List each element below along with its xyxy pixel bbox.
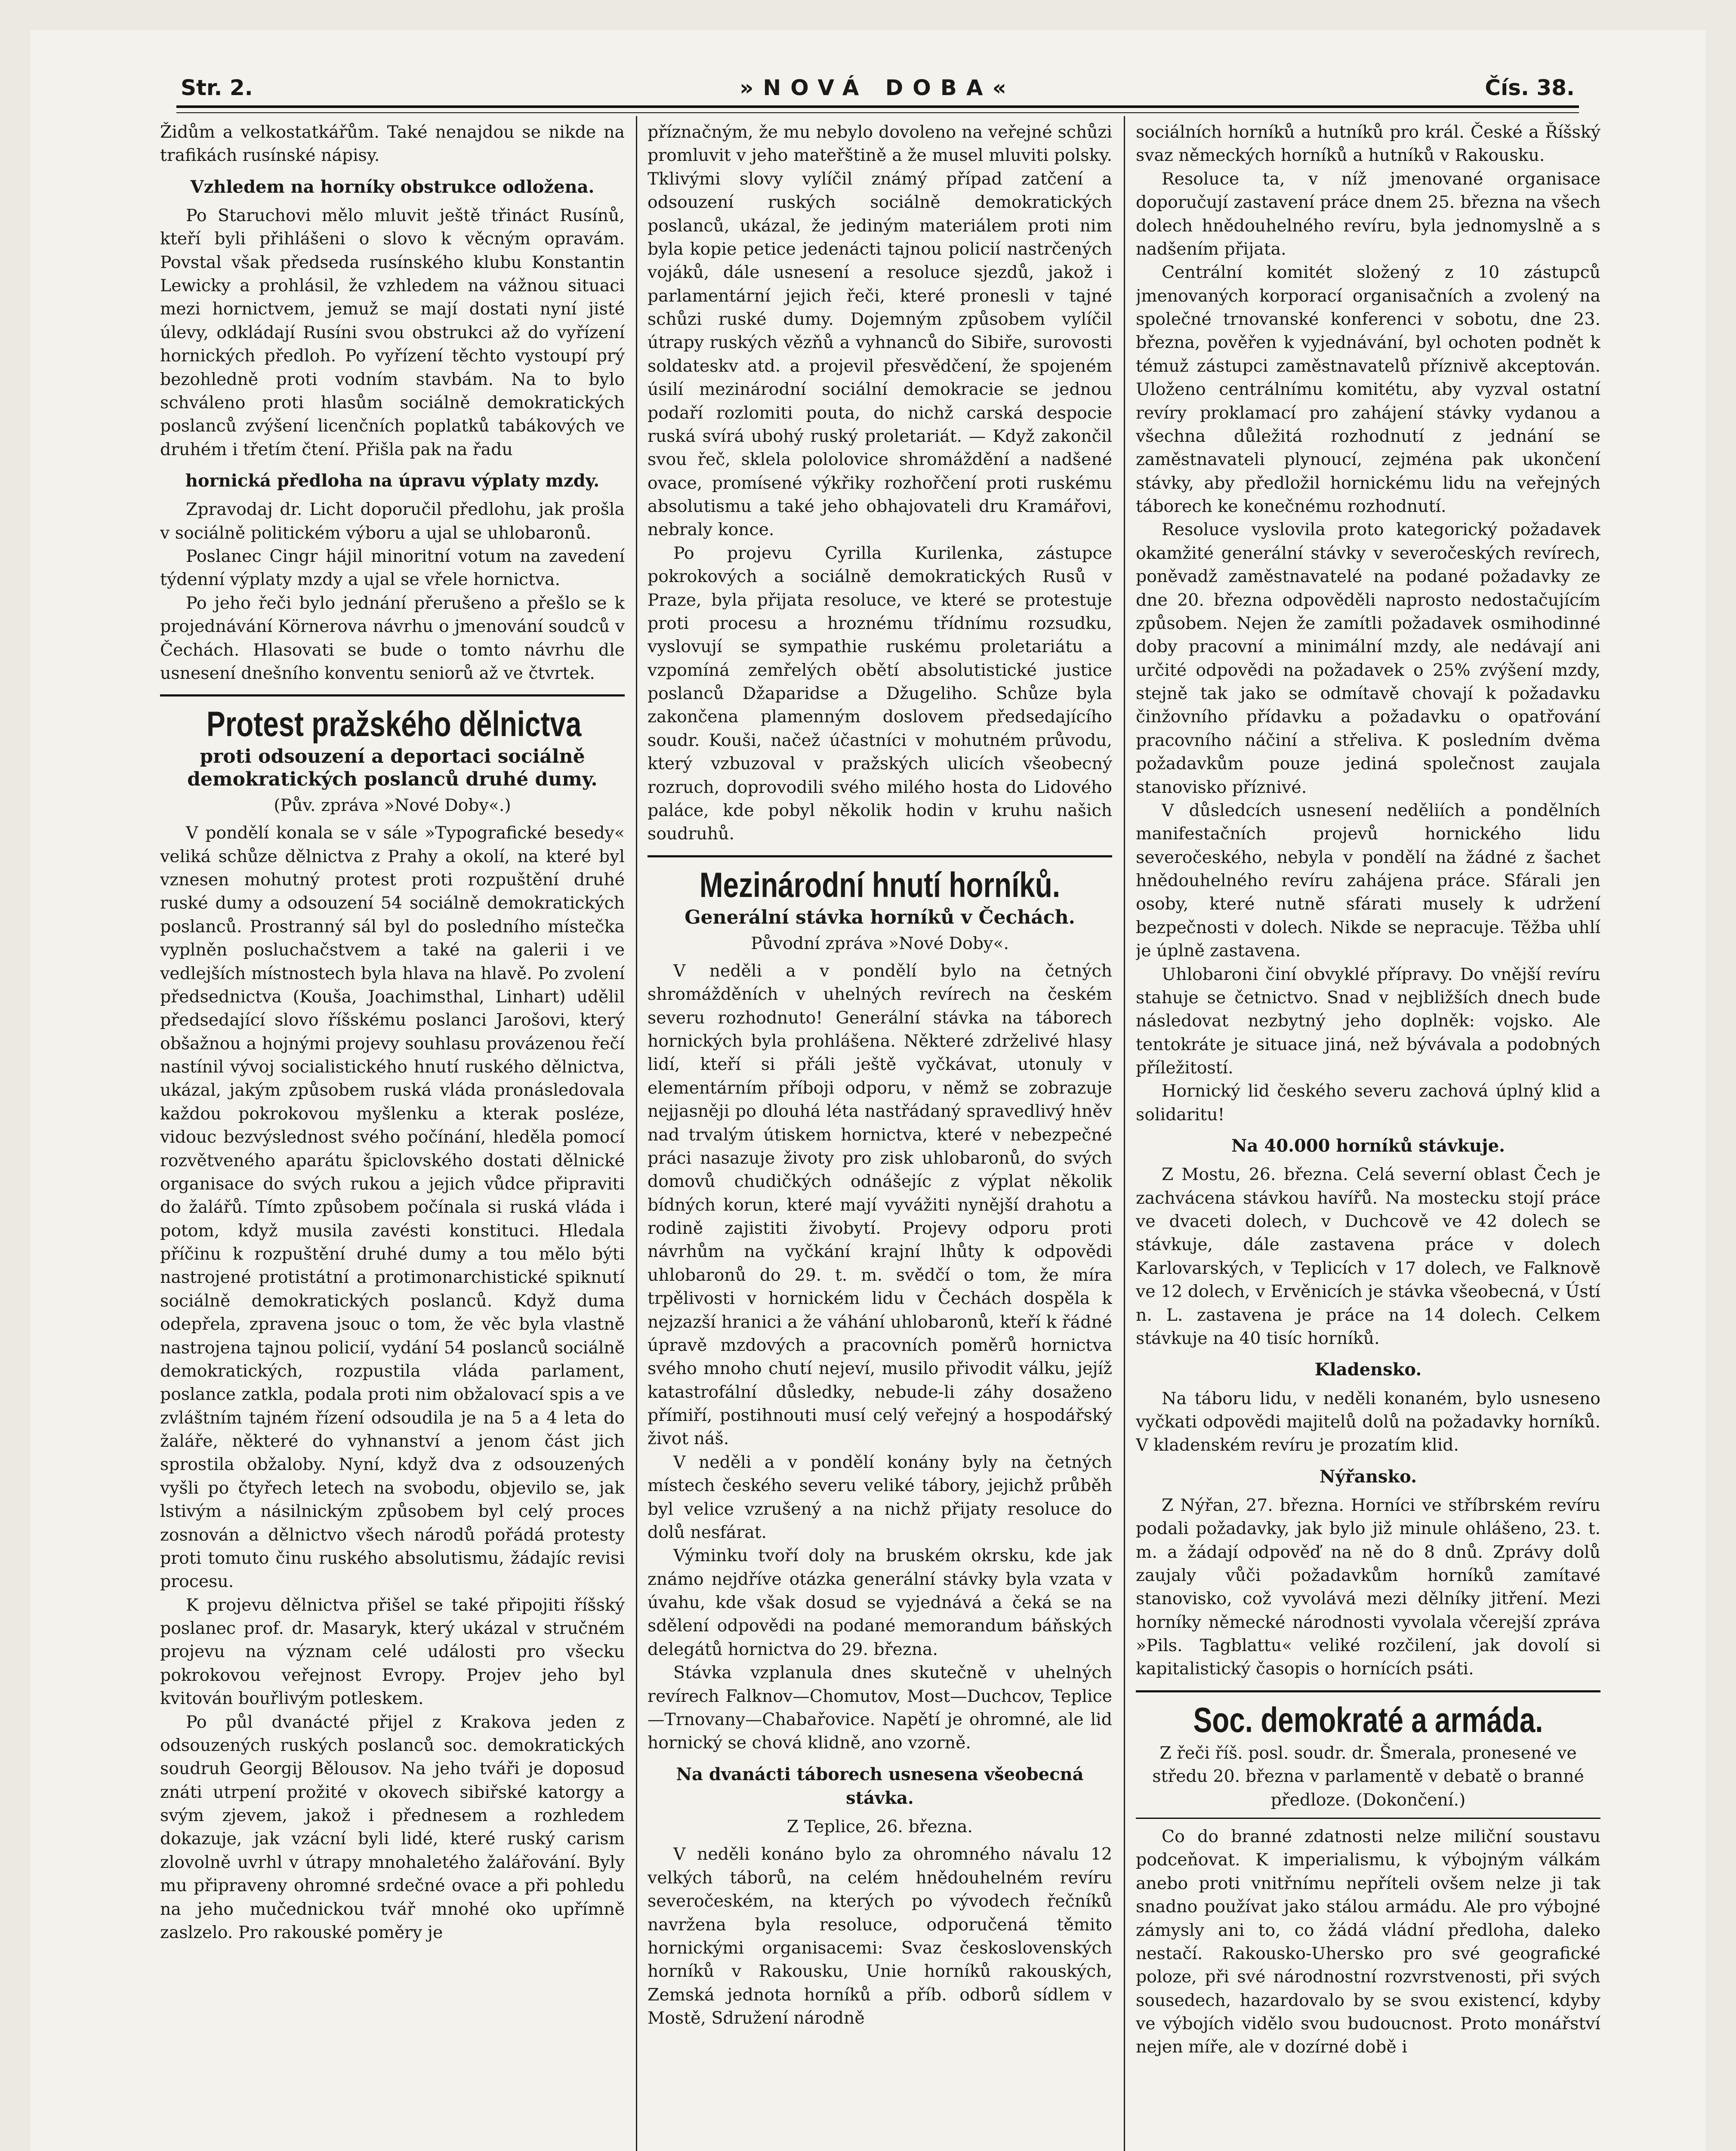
header-rule — [176, 105, 1579, 113]
article-credit: Původní zpráva »Nové Doby«. — [751, 933, 1009, 953]
paragraph: Resoluce vyslovila proto kategorický požadavek okamžité generální stávky v severočeských revírech, poněvadž zaměstnavatelé na podané požadavky ze dne 20. března odpověděli naprosto nedostačujícím způsobem. Nejen že zamítli požadavek osmihodinné doby pracovní a minimální mzdy, ale nedávají ani určité odpovědi na požadavek o 25% zvýšení mzdy, stejně tak jako se odmítavě chovají k požadavku činžovního přídavku a požadavku o opatřování pracovního náčiní a střeliva. K posledním dvěma požadavkům pouze jediná společnost zaujala stanovisko příznivé. — [1136, 520, 1600, 797]
article-divider — [648, 855, 1112, 857]
article-subtitle: proti odsouzení a deportaci sociálně demokratických poslanců druhé dumy. — [187, 746, 598, 791]
section-heading: Kladensko. — [1314, 1359, 1422, 1380]
paragraph: Centrální komitét složený z 10 zástupců jmenovaných korporací organisačních a zvolený na společné trnovanské konferenci v sobotu, dne 23. března, pověřen k vyjednávání, byl ochoten podnět k témuž zástupci zaměstnavatelů příznivě akceptován. Uloženo centrálnímu komitétu, aby vyzval ostatní revíry proklamací pro zahájení stávky vydanou a všechna důležitá rozhodnutí z jednání se zaměstnavateli plynoucí, zejména pak ukončení stávky, aby předložil hornickému lidu na veřejných táborech ke konečnému rozhodnutí. — [1136, 262, 1600, 516]
paragraph: Z Nýřan, 27. března. Horníci ve stříbrském revíru podali požadavky, jak bylo již minule ohlášeno, 23. t. m. a žádají odpověď na ně do 8 dnů. Zprávy dolů zaujaly vůči požadavkům horníků zamítavé stanovisko, což vyvolává mezi dělníky jitření. Mezi horníky německé národnosti vyvolala včerejší zpráva »Pils. Tagblattu« veliké rozčilení, jak dovolí si kapitalistický časopis o hornících psáti. — [1136, 1495, 1600, 1679]
section-heading: Na dvanácti táborech usnesena všeobecná stávka. — [676, 1764, 1084, 1808]
section-heading: Vzhledem na horníky obstrukce odložena. — [190, 176, 595, 197]
paragraph: Výminku tvoří doly na bruském okrsku, kde jak známo nejdříve otázka generální stávky byla vzata v úvahu, kde však dosud se vyjednává a čeká se na sdělení odpovědi na podané memorandum báňských delegátů hornictva do 29. března. — [648, 1546, 1112, 1659]
paragraph: sociálních horníků a hutníků pro král. České a Říšský svaz německých horníků a hutníků v Rakousku. — [1136, 122, 1600, 166]
article-headline: Protest pražského dělnictva — [207, 705, 582, 744]
paragraph: Zpravodaj dr. Licht doporučil předlohu, jak prošla v sociálně politickém výboru a ujal se uhlobaronů. — [160, 499, 625, 543]
paragraph: V neděli a v pondělí konány byly na četných místech českého severu veliké tábory, jejichž průběh byl velice vzrušený a na nichž přijaty resoluce do dolů nesfárat. — [648, 1452, 1112, 1542]
column-2 — [648, 120, 1112, 2151]
paragraph: Hornický lid českého severu zachová úplný klid a solidaritu! — [1136, 1081, 1600, 1125]
paragraph: Po jeho řeči bylo jednání přerušeno a přešlo se k projednávání Körnerova návrhu o jmenování soudců v Čechách. Hlasovati se bude o tomto návrhu dle usnesení dnešního konventu seniorů až ve čtvrtek. — [160, 593, 625, 683]
dateline: Z Teplice, 26. března. — [787, 1817, 973, 1837]
paragraph: Po půl dvanácté přijel z Krakova jeden z odsouzených ruských poslanců soc. demokratických soudruh Georgij Bělousov. Na jeho tváři je doposud znáti utrpení prožité v okovech sibiřské katorgy a svým zjevem, jakož i přednesem a rozhledem dokazuje, jak vzácní byli lidé, které ruský carism zlovolně uvrhl v útrapy mnohaletého žalářování. Byly mu připraveny ohromné srdečné ovace a při pohledu na jeho mučednickou tvář mnohé oko upřímně zaslzelo. Pro rakouské poměry je — [160, 1712, 625, 1942]
article-subtitle: Generální stávka horníků v Čechách. — [685, 906, 1075, 928]
paragraph: Resoluce ta, v níž jmenované organisace doporučují zastavení práce dnem 25. března na všech dolech hnědouhelného revíru, byla jednomyslně a s nadšením přijata. — [1136, 169, 1600, 259]
paragraph: Po projevu Cyrilla Kurilenka, zástupce pokrokových a sociálně demokratických Rusů v Praze, byla přijata resoluce, ve které se protestuje proti procesu a hroznému třídnímu rozsudku, vyslovují se sympathie ruskému proletariátu a vzpomíná zemřelých obětí absolutistické justice poslanců Džaparidse a Džugeliho. Schůze byla zakončena plamenným doslovem předsedajícího soudr. Kouši, načež účastníci v mohutném průvodu, který vzbuzoval v pražských ulicích všeobecný rozruch, doprovodili svého milého hosta do Lidového paláce, kde pobyl několik hodin v kruhu našich soudruhů. — [648, 543, 1112, 844]
column-divider-2 — [1124, 116, 1125, 2151]
column-1 — [160, 120, 625, 2151]
section-heading: Nýřansko. — [1319, 1466, 1417, 1487]
paragraph: Poslanec Cingr hájil minoritní votum na zavedení týdenní výplaty mzdy a ujal se vřele hornictva. — [160, 546, 625, 590]
paragraph: Co do branné zdatnosti nelze miliční soustavu podceňovat. K imperialismu, k výbojným válkám anebo proti vnitřnímu nepříteli ovšem nelze ji tak snadno používat jako stálou armádu. Ale pro výbojné zámysly ani to, co žádá vládní předloha, daleko nestačí. Rakousko-Uhersko pro své geografické poloze, při své národnostní rozvrstvenosti, při svých sousedech, hazardovalo by se svou existencí, kdyby ve výbojích vidělo svou budoucnost. Proto monářství nejen míře, ale v dozírné době i — [1136, 1827, 1600, 2057]
paragraph: V neděli konáno bylo za ohromného návalu 12 velkých táborů, na celém hnědouhelném revíru severočeském, na kterých po vývodech řečníků navržena byla resoluce, odporučená těmito hornickými organisacemi: Svaz československých horníků v Rakousku, Unie horníků rakouských, Zemská jednota horníků a příb. odborů sídlem v Mostě, Sdružení národně — [648, 1844, 1112, 2028]
paragraph: Stávka vzplanula dnes skutečně v uhelných revírech Falknov—Chomutov, Most—Duchcov, Teplice—Trnovany—Chabařovice. Napětí je ohromné, ale lid hornický se chová klidně, ano vzorně. — [648, 1663, 1112, 1753]
masthead-title: »NOVÁ DOBA« — [740, 75, 1016, 100]
article-intro: Z řeči říš. posl. soudr. dr. Šmerala, pronesené ve středu 20. března v parlamentě v debatě o branné předloze. (Dokončení.) — [1152, 1743, 1584, 1810]
paragraph: V neděli a v pondělí bylo na četných shromážděních v uhelných revírech na českém severu rozhodnuto! Generální stávka na táborech hornických byla prohlášena. Některé zdrželivé hlasy lidí, kteří si přáli ještě vyčkávat, utonuly v elementárním příboji odporu, v němž se zobrazuje nejjasněji po dlouhá léta nastřádaný spravedlivý hněv nad trvalým útiskem hornictva, které v nebezpečné práci nasazuje životy pro zisk uhlobaronů, do svých domovů chudičkých odnášejíc z výplat několik bídných korun, které mají vyvážiti nynější drahotu a rodině zajistiti živobytí. Projevy odporu proti návrhům na vyčkání krajní lhůty k odpovědi uhlobaronů do 29. t. m. svědčí o tom, že míra trpělivosti v hornickém lidu v Čechách dospěla k nejzazší hranici a že váhání uhlobaronů, kteří k řádné úpravě mzdových a pracovních poměrů hornictva svého mnoho chutí nejeví, musilo přivodit válku, jejíž katastrofální důsledky, nebude-li záhy dosaženo přímiří, postihnouti musí celý veřejný a hospodářský život náš. — [648, 961, 1112, 1449]
article-credit: (Pův. zpráva »Nové Doby«.) — [274, 795, 511, 815]
article-divider — [160, 694, 625, 696]
paragraph: Židům a velkostatkářům. Také nenajdou se nikde na trafikách rusínské nápisy. — [160, 122, 625, 166]
paragraph: K projevu dělnictva přišel se také připojiti říšský poslanec prof. dr. Masaryk, který ukázal v stručném projevu na význam celé události pro všecku pokrokovou veřejnost Evropy. Projev jeho byl kvitován bouřlivým potleskem. — [160, 1595, 625, 1709]
issue-number: Čís. 38. — [1485, 75, 1575, 100]
column-3 — [1136, 120, 1600, 2151]
section-heading: Na 40.000 horníků stávkuje. — [1231, 1136, 1505, 1156]
article-divider — [1136, 1690, 1600, 1692]
paragraph: V pondělí konala se v sále »Typografické besedy« veliká schůze dělnictva z Prahy a okolí, na které byl vznesen mohutný protest proti rozpuštění druhé ruské dumy a odsouzení 54 sociálně demokratických poslanců. Prostranný sál byl do posledního místečka vyplněn posluchačstvem a také na galerii i ve vedlejších místnostech byla hlava na hlavě. Po zvolení předsednictva (Kouša, Joachimsthal, Linhart) udělil předsedající slovo říšskému poslanci Jarošovi, který obšažnou a hojnými projevy souhlasu provázenou řečí nastínil vývoj socialistického hnutí ruského dělnictva, ukázal, jakým způsobem ruská vláda pronásledovala každou pokrokovou myšlenku a kterak posléze, vidouc bezvýslednost svého počínání, hleděla pomocí rozvětveného aparátu špiclovského dostati dělnické organisace do svých rukou a jejich vůdce připraviti do žalářů. Tímto způsobem počínala si ruská vláda i potom, když musila zavésti konstituci. Hledala příčinu k rozpuštění druhé dumy a tou mělo býti nastrojené protistátní a protimonarchistické spiknutí sociálně demokratických poslanců. Když duma odepřela, zpravena jsouc o tom, že věc byla vlastně nastrojena tajnou policií, vydání 54 poslanců sociálně demokratických, rozpustila vláda parlament, poslance zatkla, podala proti nim obžalovací spis a ve zvláštním tajném řízení odsoudila je na 5 a 4 leta do žaláře, některé do vyhnanství a jenom část jich sprostila obžaloby. Nyní, když dva z odsouzených vyšli po čtyřech letech na svobodu, objevilo se, jak lstivým a násilnickým způsobem byl celý proces zosnován a dělnictvo všech národů pořádá protesty proti tomuto činu ruského absolutismu, žádajíc revisi procesu. — [160, 823, 625, 1592]
article-headline: Soc. demokraté a armáda. — [1193, 1700, 1543, 1740]
paragraph: příznačným, že mu nebylo dovoleno na veřejné schůzi promluvit v jeho mateřštině a že musel mluviti polsky. Tklivými slovy vylíčil známý případ zatčení a odsouzení ruských sociálně demokratických poslanců, ukázal, že jediným materiálem proti nim byla kopie petice jedenácti tajnou policií nastrčených vojáků, dále usnesení a resoluce sjezdů, jakož i parlamentární jejich řeči, které pronesli v tajné schůzi ruské dumy. Dojemným způsobem vylíčil útrapy ruských vězňů a vyhnanců do Sibiře, surovosti soldateskv atd. a projevil přesvědčení, že spojeném úsilí mezinárodní sociální demokracie se jednou podaří rozlomiti pouta, do nichž carská despocie ruská svírá ubohý ruský proletariát. — Když zakončil svou řeč, sklela pololovice shromáždění a nadšené ovace, promísené výkřiky rozhořčení proti ruskému absolutismu a také jeho obhajovateli dru Kramářovi, nebraly konce. — [648, 122, 1112, 540]
section-heading: hornická předloha na úpravu výplaty mzdy. — [185, 471, 600, 491]
paragraph: Na táboru lidu, v neděli konaném, bylo usneseno vyčkati odpovědi majitelů dolů na požadavky horníků. V kladenském revíru je prozatím klid. — [1136, 1388, 1600, 1455]
paragraph: Z Mostu, 26. března. Celá severní oblast Čech je zachvácena stávkou havířů. Na mostecku stojí práce ve dvaceti dolech, v Duchcově ve 42 dolech se stávkuje, dále zastavena práce v dolech Karlovarských, v Teplicích v 17 dolech, ve Falknově ve 12 dolech, v Ervěnicích je stávka všeobecná, v Ústí n. L. zastavena je práce na 14 dolech. Celkem stávkuje na 40 tisíc horníků. — [1136, 1165, 1600, 1348]
page-number: Str. 2. — [181, 75, 253, 100]
paragraph: Uhlobaroni činí obvyklé přípravy. Do vnější revíru stahuje se četnictvo. Snad v nejbližších dnech bude následovat nezbytný jeho doplněk: vojsko. Ale tentokráte je situace jiná, než bývávala a podobných příležitostí. — [1136, 964, 1600, 1078]
intro-divider — [1136, 1818, 1600, 1819]
column-divider-1 — [636, 116, 637, 2151]
paragraph: Po Staruchovi mělo mluvit ještě třináct Rusínů, kteří byli přihlášeni o slovo k věcným opravám. Povstal však předseda rusínského klubu Konstantin Lewicky a prohlásil, že vzhledem na vážnou situaci mezi hornictvem, jemuž se mají dostati nyní jisté úlevy, odkládají Rusíni svou obstrukci až do vyřízení hornických předloh. Po vyřízení těchto vystoupí prý bezohledně proti vodním stavbám. Na to bylo schváleno proti hlasům sociálně demokratických poslanců zvýšení licenčních poplatků tabákových ve druhém i třetím čtení. Přišla pak na řadu — [160, 205, 625, 459]
paragraph: V důsledcích usnesení neděliích a pondělních manifestačních projevů hornického lidu severočeského, nebyla v pondělí na žádné z šachet hnědouhelného revíru zahájena práce. Sfárali jen osoby, které nutně sfárati musely k udržení bezpečnosti v dolech. Nikde se nepracuje. Těžba uhlí je úplně zastavena. — [1136, 800, 1600, 961]
page-header — [181, 75, 1575, 105]
article-headline: Mezinárodní hnutí horníků. — [699, 865, 1061, 905]
